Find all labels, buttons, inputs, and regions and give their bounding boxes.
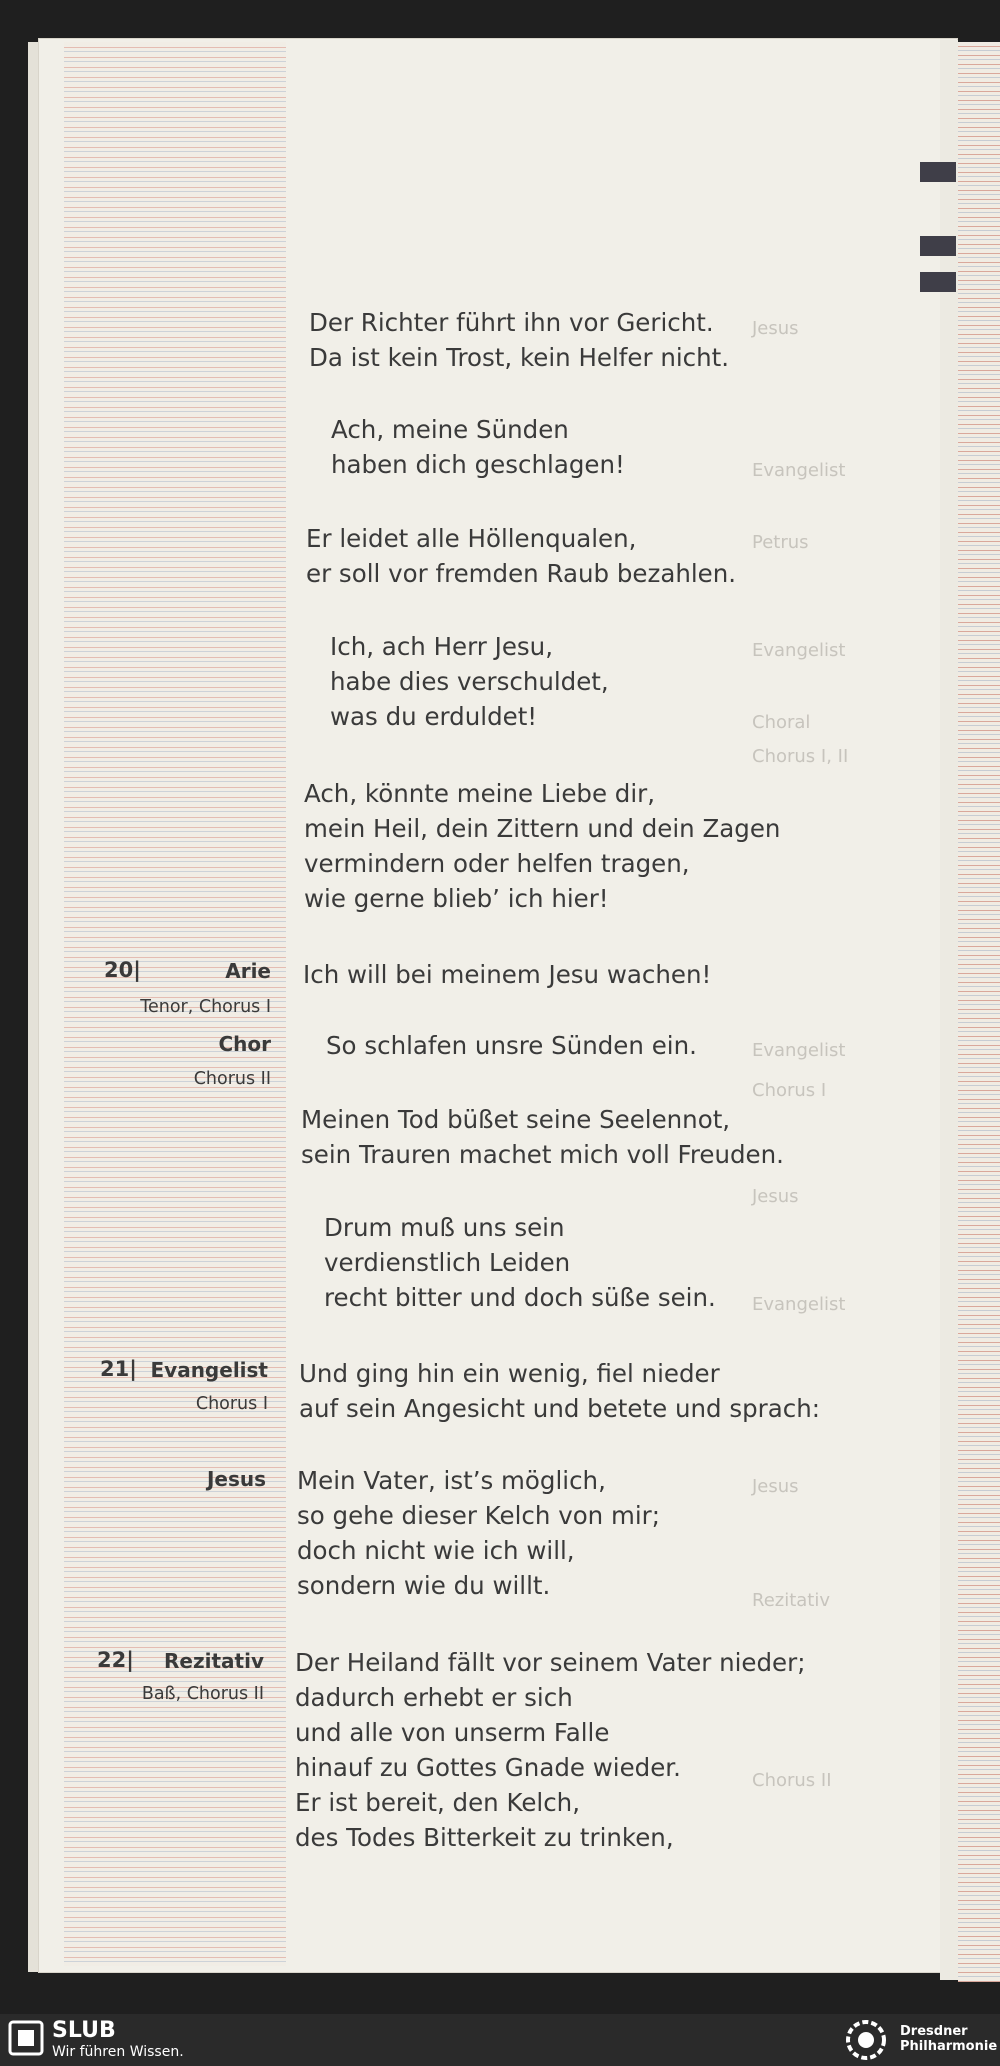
verse-line: Drum muß uns sein	[324, 1213, 565, 1242]
bleedthrough-text: Jesus	[752, 318, 799, 339]
philharmonie-logo-icon	[842, 2018, 890, 2062]
verse-line: wie gerne blieb’ ich hier!	[304, 884, 609, 913]
verse-line: vermindern oder helfen tragen,	[304, 849, 690, 878]
verse-line: des Todes Bitterkeit zu trinken,	[295, 1823, 674, 1852]
verse-line: Mein Vater, ist’s möglich,	[297, 1466, 606, 1495]
verse-line: was du erduldet!	[330, 702, 538, 731]
character-name: Jesus	[206, 1467, 266, 1491]
bleedthrough-text: Evangelist	[752, 640, 846, 661]
verse-line: und alle von unserm Falle	[295, 1718, 610, 1747]
partner-name-line: Dresdner	[900, 2024, 968, 2039]
verse-line: So schlafen unsre Sünden ein.	[326, 1031, 697, 1060]
partner-name	[900, 2024, 997, 2054]
bleedthrough-text: Evangelist	[752, 1040, 846, 1061]
verse-line: sein Trauren machet mich voll Freuden.	[301, 1140, 784, 1169]
verse-line: Meinen Tod büßet seine Seelennot,	[301, 1105, 731, 1134]
libretto-verse	[297, 1463, 660, 1603]
verse-line: haben dich geschlagen!	[331, 450, 625, 479]
libretto-verse	[326, 1028, 697, 1063]
verse-line: doch nicht wie ich will,	[297, 1536, 575, 1565]
voice-assignment: Chorus II	[193, 1069, 271, 1089]
register-tab-mark	[920, 272, 956, 292]
library-name: SLUB	[52, 2018, 116, 2043]
verse-line: recht bitter und doch süße sein.	[324, 1283, 716, 1312]
movement-type: Arie	[225, 959, 271, 983]
bleedthrough-text: Evangelist	[752, 460, 846, 481]
libretto-verse	[301, 1102, 784, 1172]
verse-line: Und ging hin ein wenig, fiel nieder	[299, 1359, 720, 1388]
verse-line: Er leidet alle Höllenqualen,	[306, 524, 637, 553]
verse-line: Ich will bei meinem Jesu wachen!	[303, 960, 712, 989]
register-tab-mark	[920, 162, 956, 182]
libretto-verse	[306, 521, 736, 591]
verse-line: mein Heil, dein Zittern und dein Zagen	[304, 814, 781, 843]
verse-line: Da ist kein Trost, kein Helfer nicht.	[309, 343, 730, 372]
verse-line: so gehe dieser Kelch von mir;	[297, 1501, 661, 1530]
movement-number: 20|	[104, 958, 141, 982]
voice-assignment: Tenor, Chorus I	[140, 997, 271, 1017]
bleedthrough-text: Chorus I, II	[752, 746, 849, 767]
voice-assignment: Chorus I	[195, 1394, 268, 1414]
decorative-stripe-right	[958, 42, 1000, 1982]
movement-number: 22|	[97, 1648, 134, 1672]
bleedthrough-text: Chorus I	[752, 1080, 827, 1101]
verse-line: Ich, ach Herr Jesu,	[330, 632, 553, 661]
next-page-edge	[940, 40, 958, 1980]
bleedthrough-text: Jesus	[752, 1186, 799, 1207]
verse-line: habe dies verschuldet,	[330, 667, 609, 696]
bleedthrough-text: Jesus	[752, 1476, 799, 1497]
verse-line: Ach, könnte meine Liebe dir,	[304, 779, 656, 808]
libretto-verse	[304, 776, 780, 916]
verse-line: hinauf zu Gottes Gnade wieder.	[295, 1753, 681, 1782]
movement-type: Rezitativ	[164, 1649, 264, 1673]
movement-type: Chor	[218, 1032, 271, 1056]
libretto-verse	[330, 629, 609, 734]
libretto-verse	[324, 1210, 716, 1315]
verse-line: auf sein Angesicht und betete und sprach:	[299, 1394, 821, 1423]
movement-number: 21|	[100, 1357, 137, 1381]
libretto-verse	[303, 957, 711, 992]
verse-line: verdienstlich Leiden	[324, 1248, 571, 1277]
slub-logo-icon	[8, 2020, 44, 2056]
verse-line: Ach, meine Sünden	[331, 415, 569, 444]
bleedthrough-text: Rezitativ	[752, 1590, 831, 1611]
partner-name-line: Philharmonie	[900, 2039, 998, 2054]
bleedthrough-text: Choral	[752, 712, 811, 733]
library-tagline: Wir führen Wissen.	[52, 2044, 184, 2060]
verse-line: er soll vor fremden Raub bezahlen.	[306, 559, 737, 588]
verse-line: Der Heiland fällt vor seinem Vater nieder;	[295, 1648, 806, 1677]
bleedthrough-text: Petrus	[752, 532, 809, 553]
register-tab-mark	[920, 236, 956, 256]
bleedthrough-text: Chorus II	[752, 1770, 832, 1791]
libretto-verse	[295, 1645, 805, 1855]
libretto-verse	[331, 412, 625, 482]
bleedthrough-text: Evangelist	[752, 1294, 846, 1315]
footer-bar	[0, 2014, 1000, 2066]
verse-line: sondern wie du willt.	[297, 1571, 551, 1600]
voice-assignment: Baß, Chorus II	[141, 1684, 264, 1704]
verse-line: Der Richter führt ihn vor Gericht.	[309, 308, 714, 337]
verse-line: dadurch erhebt er sich	[295, 1683, 573, 1712]
verse-line: Er ist bereit, den Kelch,	[295, 1788, 580, 1817]
libretto-verse	[299, 1356, 820, 1426]
movement-type: Evangelist	[150, 1358, 268, 1382]
libretto-verse	[309, 305, 729, 375]
